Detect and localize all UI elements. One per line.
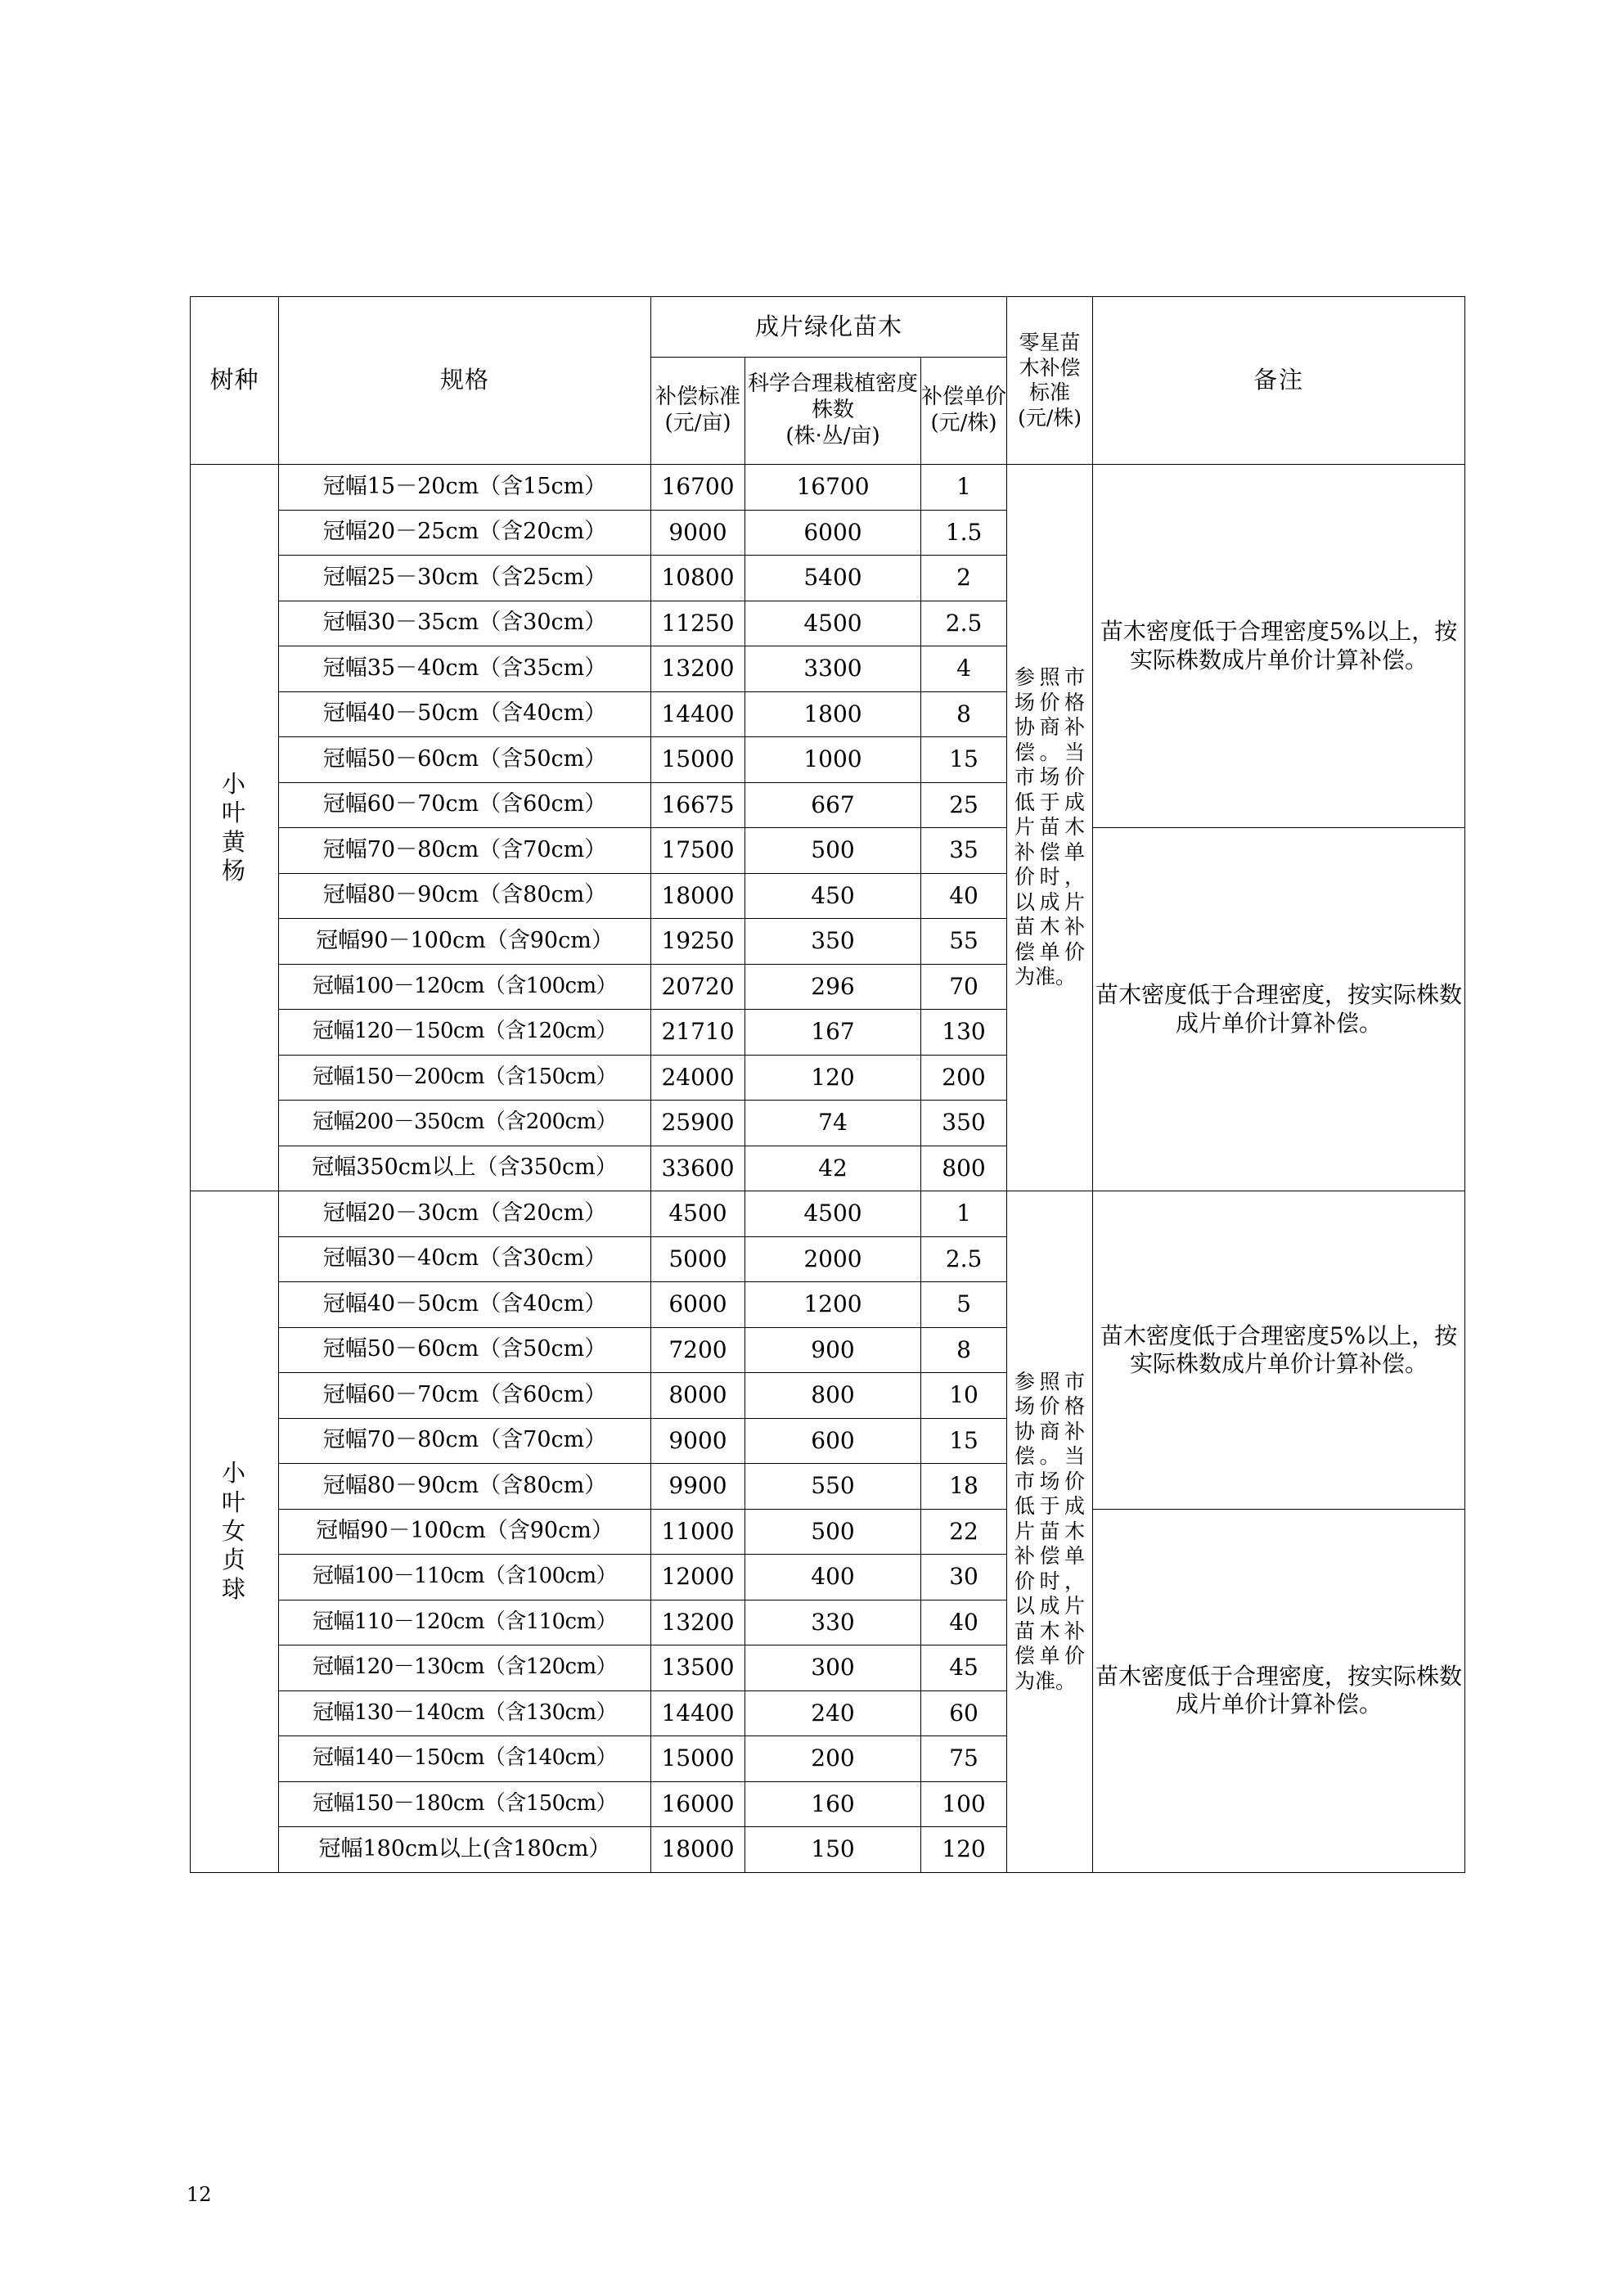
spec-cell: 冠幅90－100cm（含90cm） — [279, 919, 651, 965]
comp-standard-cell: 21710 — [651, 1010, 745, 1056]
comp-standard-cell: 24000 — [651, 1055, 745, 1101]
density-cell: 6000 — [745, 510, 921, 556]
unit-price-cell: 15 — [921, 1418, 1007, 1464]
density-cell: 330 — [745, 1600, 921, 1645]
remark-cell: 苗木密度低于合理密度，按实际株数成片单价计算补偿。 — [1093, 1509, 1465, 1872]
density-cell: 120 — [745, 1055, 921, 1101]
spec-cell: 冠幅60－70cm（含60cm） — [279, 1373, 651, 1419]
unit-price-cell: 60 — [921, 1690, 1007, 1736]
header-remark: 备注 — [1093, 297, 1465, 465]
comp-standard-cell: 6000 — [651, 1282, 745, 1328]
spec-cell: 冠幅150－180cm（含150cm） — [279, 1781, 651, 1827]
density-cell: 200 — [745, 1736, 921, 1782]
spec-cell: 冠幅200－350cm（含200cm） — [279, 1101, 651, 1146]
comp-standard-cell: 9000 — [651, 1418, 745, 1464]
comp-standard-cell: 10800 — [651, 556, 745, 601]
density-cell: 4500 — [745, 1191, 921, 1237]
species-label: 小叶黄杨 — [221, 769, 247, 885]
header-density-label: 科学合理栽植密度株数 — [747, 371, 918, 423]
unit-price-cell: 2 — [921, 556, 1007, 601]
density-cell: 2000 — [745, 1236, 921, 1282]
density-cell: 667 — [745, 782, 921, 828]
unit-price-cell: 1 — [921, 1191, 1007, 1237]
unit-price-cell: 15 — [921, 737, 1007, 783]
unit-price-cell: 40 — [921, 1600, 1007, 1645]
header-unit-price-label: 补偿单价 — [921, 385, 1007, 410]
unit-price-cell: 4 — [921, 646, 1007, 692]
spec-cell: 冠幅350cm以上（含350cm） — [279, 1146, 651, 1191]
header-row-1 — [191, 297, 1465, 358]
header-group-plot-greening: 成片绿化苗木 — [651, 297, 1007, 358]
remark-cell: 苗木密度低于合理密度5%以上，按实际株数成片单价计算补偿。 — [1093, 1191, 1465, 1510]
species-cell — [191, 465, 279, 1191]
header-comp-standard-unit: (元/亩) — [664, 411, 731, 435]
spec-cell: 冠幅50－60cm（含50cm） — [279, 1327, 651, 1373]
density-cell: 900 — [745, 1327, 921, 1373]
unit-price-cell: 120 — [921, 1827, 1007, 1873]
density-cell: 3300 — [745, 646, 921, 692]
header-comp-standard-label: 补偿标准 — [655, 385, 740, 410]
comp-standard-cell: 12000 — [651, 1555, 745, 1600]
table-row — [191, 828, 1465, 874]
header-scattered — [1007, 297, 1093, 465]
spec-cell: 冠幅30－35cm（含30cm） — [279, 601, 651, 646]
density-cell: 16700 — [745, 465, 921, 511]
unit-price-cell: 18 — [921, 1464, 1007, 1510]
header-scattered-label: 零星苗木补偿标准 — [1019, 331, 1081, 404]
comp-standard-cell: 4500 — [651, 1191, 745, 1237]
density-cell: 4500 — [745, 601, 921, 646]
compensation-table — [190, 296, 1465, 1873]
unit-price-cell: 130 — [921, 1010, 1007, 1056]
comp-standard-cell: 16700 — [651, 465, 745, 511]
header-scattered-unit: (元/株) — [1018, 405, 1082, 430]
spec-cell: 冠幅130－140cm（含130cm） — [279, 1690, 651, 1736]
spec-cell: 冠幅40－50cm（含40cm） — [279, 1282, 651, 1328]
species-cell — [191, 1191, 279, 1873]
density-cell: 1000 — [745, 737, 921, 783]
unit-price-cell: 200 — [921, 1055, 1007, 1101]
spec-cell: 冠幅30－40cm（含30cm） — [279, 1236, 651, 1282]
compensation-table-container — [190, 296, 1464, 1873]
scattered-compensation-cell — [1007, 465, 1093, 1191]
unit-price-cell: 100 — [921, 1781, 1007, 1827]
comp-standard-cell: 18000 — [651, 1827, 745, 1873]
scattered-compensation-cell — [1007, 1191, 1093, 1873]
comp-standard-cell: 9000 — [651, 510, 745, 556]
comp-standard-cell: 25900 — [651, 1101, 745, 1146]
unit-price-cell: 70 — [921, 964, 1007, 1010]
unit-price-cell: 2.5 — [921, 601, 1007, 646]
density-cell: 5400 — [745, 556, 921, 601]
table-row — [191, 1191, 1465, 1237]
density-cell: 240 — [745, 1690, 921, 1736]
comp-standard-cell: 11250 — [651, 601, 745, 646]
density-cell: 42 — [745, 1146, 921, 1191]
comp-standard-cell: 7200 — [651, 1327, 745, 1373]
comp-standard-cell: 15000 — [651, 1736, 745, 1782]
spec-cell: 冠幅60－70cm（含60cm） — [279, 782, 651, 828]
unit-price-cell: 35 — [921, 828, 1007, 874]
unit-price-cell: 75 — [921, 1736, 1007, 1782]
header-comp-standard — [651, 358, 745, 465]
header-unit-price — [921, 358, 1007, 465]
unit-price-cell: 5 — [921, 1282, 1007, 1328]
density-cell: 350 — [745, 919, 921, 965]
comp-standard-cell: 18000 — [651, 873, 745, 919]
remark-cell: 苗木密度低于合理密度5%以上，按实际株数成片单价计算补偿。 — [1093, 465, 1465, 828]
unit-price-cell: 45 — [921, 1645, 1007, 1691]
density-cell: 800 — [745, 1373, 921, 1419]
density-cell: 500 — [745, 828, 921, 874]
table-body — [191, 465, 1465, 1873]
density-cell: 300 — [745, 1645, 921, 1691]
page-number: 12 — [187, 2183, 212, 2206]
density-cell: 160 — [745, 1781, 921, 1827]
spec-cell: 冠幅110－120cm（含110cm） — [279, 1600, 651, 1645]
comp-standard-cell: 9900 — [651, 1464, 745, 1510]
header-unit-price-unit: (元/株) — [930, 411, 997, 435]
spec-cell: 冠幅50－60cm（含50cm） — [279, 737, 651, 783]
unit-price-cell: 30 — [921, 1555, 1007, 1600]
comp-standard-cell: 14400 — [651, 1690, 745, 1736]
spec-cell: 冠幅80－90cm（含80cm） — [279, 1464, 651, 1510]
unit-price-cell: 8 — [921, 691, 1007, 737]
density-cell: 500 — [745, 1509, 921, 1555]
comp-standard-cell: 16000 — [651, 1781, 745, 1827]
density-cell: 1200 — [745, 1282, 921, 1328]
unit-price-cell: 2.5 — [921, 1236, 1007, 1282]
comp-standard-cell: 19250 — [651, 919, 745, 965]
header-density-unit: (株·丛/亩) — [785, 423, 880, 448]
unit-price-cell: 40 — [921, 873, 1007, 919]
density-cell: 296 — [745, 964, 921, 1010]
spec-cell: 冠幅15－20cm（含15cm） — [279, 465, 651, 511]
comp-standard-cell: 5000 — [651, 1236, 745, 1282]
comp-standard-cell: 33600 — [651, 1146, 745, 1191]
unit-price-cell: 22 — [921, 1509, 1007, 1555]
comp-standard-cell: 8000 — [651, 1373, 745, 1419]
spec-cell: 冠幅70－80cm（含70cm） — [279, 1418, 651, 1464]
species-label: 小叶女贞球 — [221, 1459, 247, 1603]
density-cell: 167 — [745, 1010, 921, 1056]
spec-cell: 冠幅35－40cm（含35cm） — [279, 646, 651, 692]
comp-standard-cell: 13200 — [651, 1600, 745, 1645]
table-row — [191, 1509, 1465, 1555]
unit-price-cell: 1.5 — [921, 510, 1007, 556]
spec-cell: 冠幅140－150cm（含140cm） — [279, 1736, 651, 1782]
density-cell: 400 — [745, 1555, 921, 1600]
scattered-compensation-note: 参照市场价格协商补偿。当市场价低于成片苗木补偿单价时，以成片苗木补偿单价为准。 — [1014, 665, 1086, 989]
unit-price-cell: 350 — [921, 1101, 1007, 1146]
table-header — [191, 297, 1465, 465]
header-species: 树种 — [191, 297, 279, 465]
comp-standard-cell: 16675 — [651, 782, 745, 828]
comp-standard-cell: 20720 — [651, 964, 745, 1010]
table-row — [191, 465, 1465, 511]
spec-cell: 冠幅120－130cm（含120cm） — [279, 1645, 651, 1691]
unit-price-cell: 8 — [921, 1327, 1007, 1373]
spec-cell: 冠幅80－90cm（含80cm） — [279, 873, 651, 919]
header-density — [745, 358, 921, 465]
comp-standard-cell: 13500 — [651, 1645, 745, 1691]
unit-price-cell: 10 — [921, 1373, 1007, 1419]
spec-cell: 冠幅180cm以上(含180cm） — [279, 1827, 651, 1873]
density-cell: 600 — [745, 1418, 921, 1464]
spec-cell: 冠幅100－110cm（含100cm） — [279, 1555, 651, 1600]
spec-cell: 冠幅90－100cm（含90cm） — [279, 1509, 651, 1555]
spec-cell: 冠幅70－80cm（含70cm） — [279, 828, 651, 874]
comp-standard-cell: 11000 — [651, 1509, 745, 1555]
spec-cell: 冠幅20－30cm（含20cm） — [279, 1191, 651, 1237]
spec-cell: 冠幅20－25cm（含20cm） — [279, 510, 651, 556]
comp-standard-cell: 15000 — [651, 737, 745, 783]
density-cell: 74 — [745, 1101, 921, 1146]
density-cell: 550 — [745, 1464, 921, 1510]
density-cell: 450 — [745, 873, 921, 919]
spec-cell: 冠幅100－120cm（含100cm） — [279, 964, 651, 1010]
spec-cell: 冠幅120－150cm（含120cm） — [279, 1010, 651, 1056]
comp-standard-cell: 14400 — [651, 691, 745, 737]
unit-price-cell: 1 — [921, 465, 1007, 511]
density-cell: 150 — [745, 1827, 921, 1873]
spec-cell: 冠幅40－50cm（含40cm） — [279, 691, 651, 737]
comp-standard-cell: 13200 — [651, 646, 745, 692]
density-cell: 1800 — [745, 691, 921, 737]
scattered-compensation-note: 参照市场价格协商补偿。当市场价低于成片苗木补偿单价时，以成片苗木补偿单价为准。 — [1014, 1369, 1086, 1693]
unit-price-cell: 55 — [921, 919, 1007, 965]
remark-cell: 苗木密度低于合理密度，按实际株数成片单价计算补偿。 — [1093, 828, 1465, 1191]
unit-price-cell: 25 — [921, 782, 1007, 828]
spec-cell: 冠幅150－200cm（含150cm） — [279, 1055, 651, 1101]
unit-price-cell: 800 — [921, 1146, 1007, 1191]
header-spec: 规格 — [279, 297, 651, 465]
spec-cell: 冠幅25－30cm（含25cm） — [279, 556, 651, 601]
comp-standard-cell: 17500 — [651, 828, 745, 874]
